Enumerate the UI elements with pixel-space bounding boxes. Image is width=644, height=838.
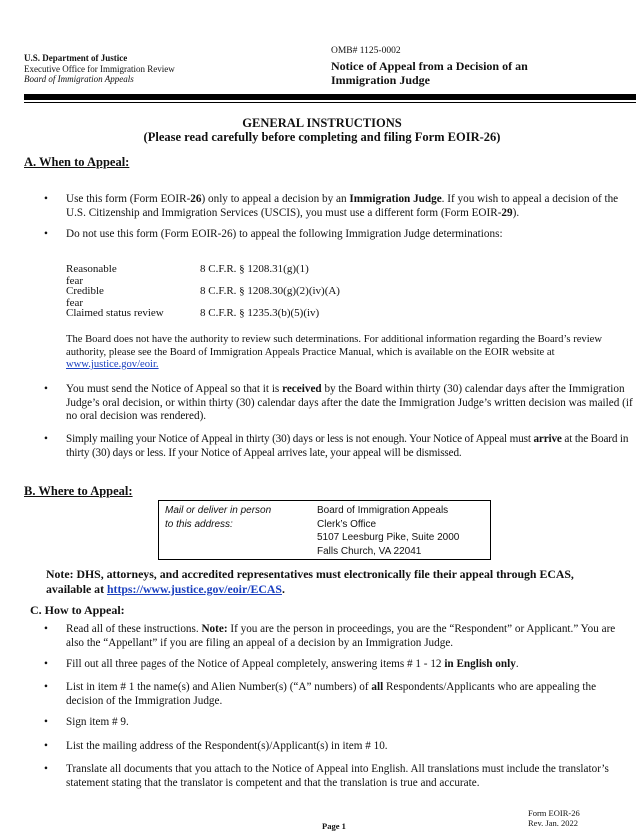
bullet-icon: • [44, 433, 48, 445]
section-c-bullet-5 [44, 740, 628, 754]
text: Do not use this form (Form EOIR-26) to appeal the following Immigration Judge determinations: [66, 228, 503, 240]
bullet-icon: • [44, 383, 48, 395]
text-bold: Immigration Judge [349, 193, 442, 205]
bullet-icon: • [44, 716, 48, 728]
text: ). [512, 206, 520, 219]
text: List the mailing address of the Respondent(s)/Applicant(s) in item # 10. [66, 740, 388, 752]
authority-paragraph [66, 334, 638, 372]
gi-title: GENERAL INSTRUCTIONS [242, 116, 402, 130]
text: Respondents/Applicants who are appealing the decision of the Immigration Judge. [66, 681, 597, 707]
bullet-icon: • [44, 623, 48, 635]
text-bold: arrive [533, 433, 562, 445]
text: You must send the Notice of Appeal so that it is [66, 383, 283, 395]
address-instruction-line: Mail or deliver in person [165, 505, 272, 516]
text: . [281, 582, 285, 596]
ecas-note [46, 567, 606, 597]
gi-subtitle: (Please read carefully before completing and filing Form EOIR-26) [143, 130, 501, 144]
form-title-line2: Immigration Judge [331, 73, 430, 87]
page-number: Page 1 [322, 821, 346, 831]
bullet-icon: • [44, 658, 48, 670]
text: by the Board within thirty (30) calendar days after the Immigration Judge’s oral decision, or within thirty (30) calendar days after the date the Immigration Judge’s written decision was mailed (if no oral decision was rendered). [66, 383, 633, 422]
text: ) only to appeal a decision by an [201, 193, 350, 205]
text: If you are the person in proceedings, you are the “Respondent” or Applicant.” You are also the “Appellant” if you are filing an appeal of a decision by an Immigration Judge. [66, 623, 616, 649]
determination-cite: 8 C.F.R. § 1235.3(b)(5)(iv) [200, 307, 320, 319]
section-a-bullet-3 [44, 383, 638, 424]
section-c-bullet-3 [44, 681, 628, 708]
determination-label: Credible fear [66, 285, 104, 309]
text: Use this form (Form EOIR- [66, 193, 191, 205]
text-bold: 26 [190, 193, 202, 205]
bullet-icon: • [44, 681, 48, 693]
text: Note: DHS, attorneys, and accredited representatives must electronically file their appeal through ECAS, available at [46, 567, 574, 596]
text: . If you wish to appeal a decision of the U.S. Citizenship and Immigration Services (USCIS), you must use a different form (Form EOIR- [66, 193, 619, 219]
text: The Board does not have the authority to review such determinations. For additional information regarding the Board’s review authority, please see the Board of Immigration Appeals Practice Manual, which is available on the EOIR website at [66, 334, 603, 358]
section-a-bullet-4 [44, 433, 642, 460]
address-instruction [165, 504, 271, 531]
general-instructions-title [0, 116, 644, 144]
section-c-bullet-6 [44, 763, 632, 790]
text: List in item # 1 the name(s) and Alien Number(s) (“A” numbers) of [66, 681, 372, 693]
omb-number: OMB# 1125-0002 [331, 46, 401, 56]
determination-cite: 8 C.F.R. § 1208.30(g)(2)(iv)(A) [200, 285, 340, 297]
ecas-link[interactable]: https://www.justice.gov/eoir/ECAS [106, 582, 282, 596]
bullet-icon: • [44, 740, 48, 752]
form-title [331, 59, 581, 87]
section-a-bullet-1 [44, 193, 638, 220]
section-c-bullet-1 [44, 623, 628, 650]
text-bold: in English only [444, 658, 516, 670]
section-c-bullet-2 [44, 658, 638, 672]
section-a-heading: A. When to Appeal: [24, 155, 130, 169]
determination-label: Claimed status review [66, 307, 164, 319]
eoir-website-link[interactable]: www.justice.gov/eoir. [66, 359, 159, 370]
text: Simply mailing your Notice of Appeal in thirty (30) days or less is not enough. Your Notice of Appeal must [66, 433, 534, 445]
section-c-bullet-4 [44, 716, 628, 730]
agency-name: U.S. Department of Justice [24, 53, 128, 63]
header-rule-thick [24, 94, 636, 100]
form-id: Form EOIR-26 [528, 808, 580, 818]
text: Fill out all three pages of the Notice of Appeal completely, answering items # 1 - 12 [66, 658, 445, 670]
address-instruction-line: to this address: [165, 518, 233, 530]
header-rule-thin [24, 102, 636, 103]
bullet-icon: • [44, 763, 48, 775]
address-line: Falls Church, VA 22041 [317, 545, 422, 557]
text: Read all of these instructions. [66, 623, 202, 635]
bullet-icon: • [44, 193, 48, 205]
agency-board: Board of Immigration Appeals [24, 74, 134, 84]
bullet-icon: • [44, 228, 48, 240]
text: at the Board in thirty (30) days or less. If your Notice of Appeal arrives late, your appeal will be dismissed. [66, 433, 629, 459]
text-bold: Note: [201, 623, 228, 635]
mailing-address [317, 504, 459, 558]
address-line: Board of Immigration Appeals [317, 505, 449, 516]
address-line: 5107 Leesburg Pike, Suite 2000 [317, 532, 460, 543]
text-bold: all [371, 681, 384, 693]
agency-block [24, 53, 175, 85]
form-title-line1: Notice of Appeal from a Decision of an [331, 59, 528, 73]
determination-cite: 8 C.F.R. § 1208.31(g)(1) [200, 263, 309, 275]
revision-date: Rev. Jan. 2022 [528, 818, 578, 828]
text-bold: received [282, 383, 322, 395]
address-box [158, 500, 491, 560]
text: Sign item # 9. [66, 716, 129, 728]
section-b-heading: B. Where to Appeal: [24, 484, 133, 498]
text-bold: 29 [501, 206, 513, 219]
text: . [515, 658, 519, 670]
agency-office: Executive Office for Immigration Review [24, 63, 175, 74]
section-a-bullet-2 [44, 228, 638, 242]
determination-label: Reasonable fear [66, 263, 117, 287]
section-c-heading: C. How to Appeal: [30, 603, 125, 617]
form-revision [528, 808, 580, 828]
address-line: Clerk’s Office [317, 518, 377, 530]
text: Translate all documents that you attach to the Notice of Appeal into English. All translations must include the translator’s statement stating that the translator is competent and that the translation is true and accurate. [66, 763, 609, 789]
